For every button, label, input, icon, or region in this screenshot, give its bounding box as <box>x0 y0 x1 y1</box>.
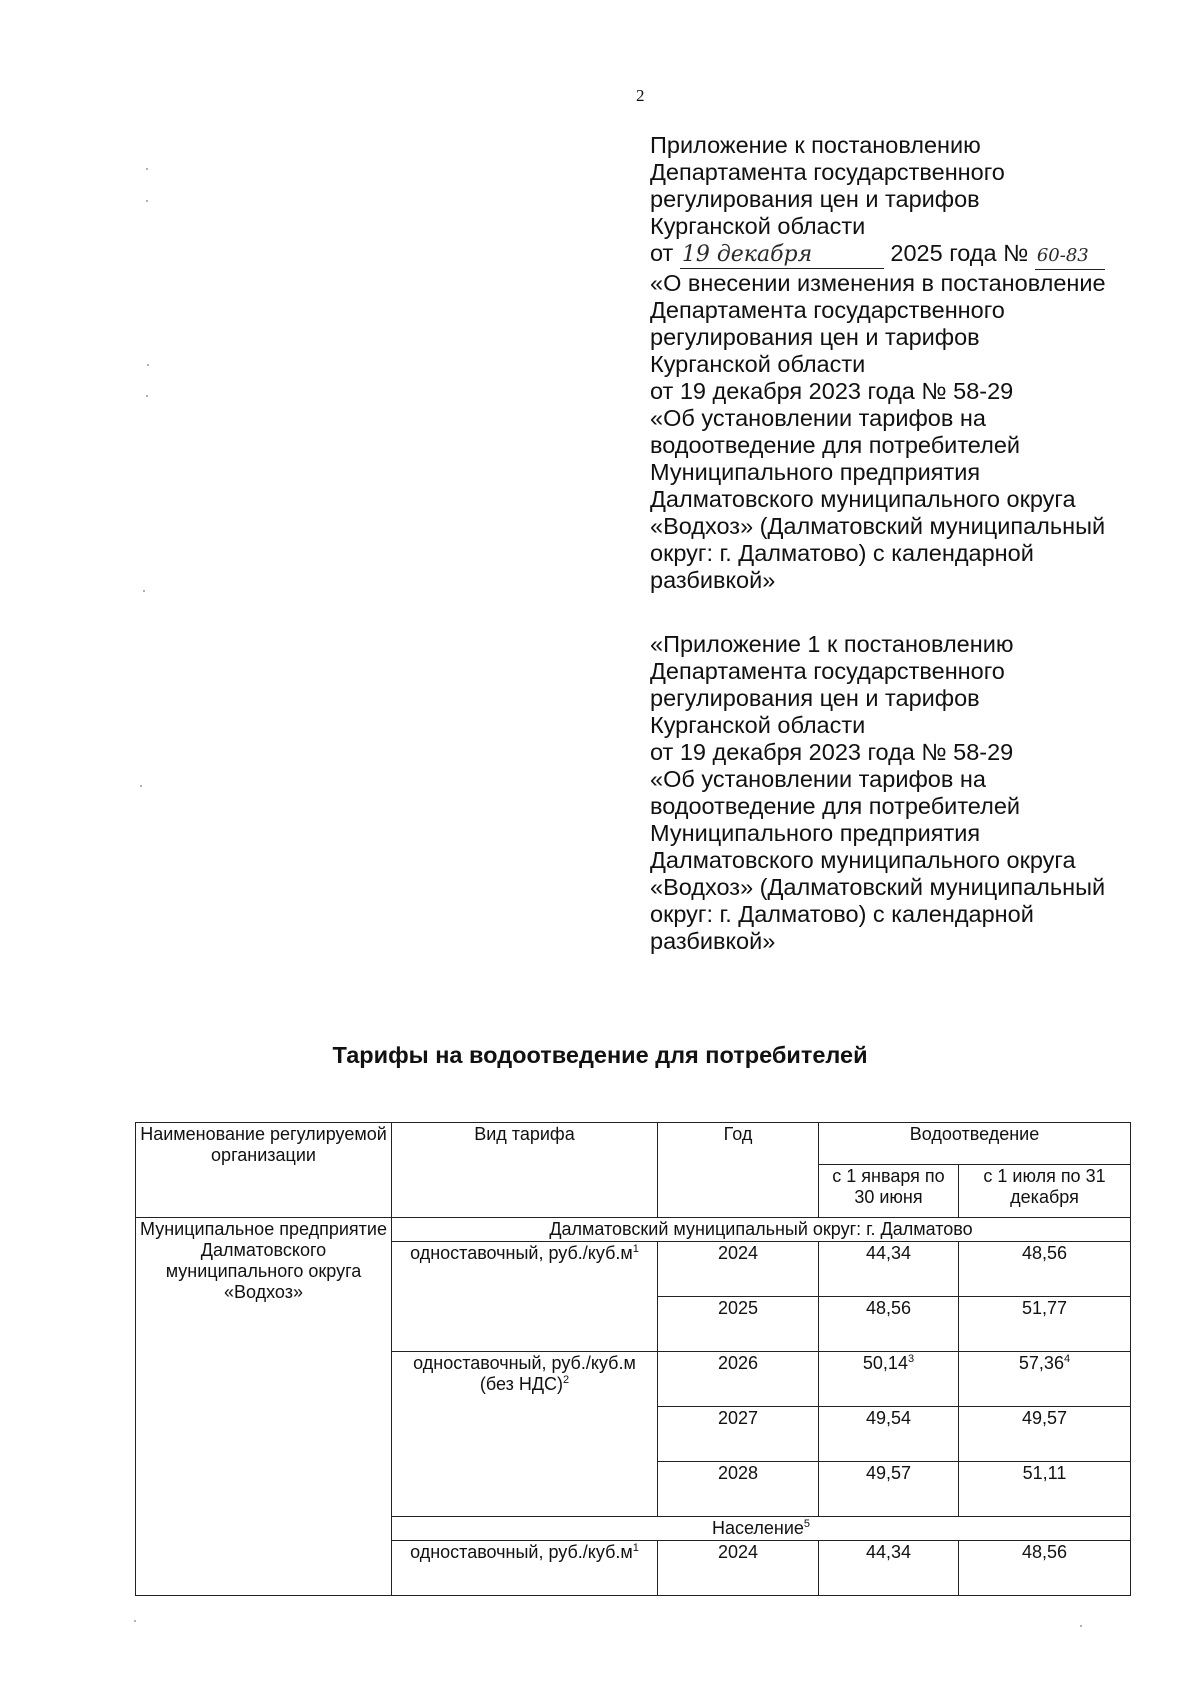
annex-title-line: регулирования цен и тарифов <box>650 324 980 350</box>
footnote-mark: 5 <box>803 1518 811 1530</box>
annex-line: Приложение к постановлению <box>650 132 981 158</box>
header-year: Год <box>658 1123 819 1218</box>
date-suffix: 2025 года № <box>890 240 1029 266</box>
handwritten-number: 60-83 <box>1035 242 1105 270</box>
scan-speck <box>1080 1625 1082 1627</box>
annex-line: «Приложение 1 к постановлению <box>650 631 1014 657</box>
scan-speck <box>140 785 142 787</box>
value-period-1: 44,34 <box>819 1541 959 1596</box>
year-cell: 2027 <box>658 1407 819 1462</box>
value-text: 57,36 <box>1018 1353 1064 1373</box>
annex-line: «Водхоз» (Далматовский муниципальный <box>650 874 1106 900</box>
date-prefix: от <box>650 240 674 266</box>
annex-line: Департамента государственного <box>650 159 1005 185</box>
value-period-1: 49,57 <box>819 1462 959 1517</box>
scan-speck <box>146 168 148 170</box>
annex-line: округ: г. Далматово) с календарной <box>650 901 1034 927</box>
annex-date-line <box>650 240 1170 270</box>
tariff-table <box>135 1122 1131 1596</box>
footnote-mark: 2 <box>563 1374 570 1386</box>
section-text: Население <box>711 1518 804 1538</box>
header-org: Наименование регулируемой организации <box>136 1123 392 1218</box>
footnote-mark: 1 <box>632 1243 639 1255</box>
value-text: 50,14 <box>862 1353 908 1373</box>
annex-line: Муниципального предприятия <box>650 820 981 846</box>
header-period-2: с 1 июля по 31 декабря <box>959 1165 1131 1218</box>
annex-line: «Об установлении тарифов на <box>650 766 986 792</box>
annex-title-line: разбивкой» <box>650 567 776 593</box>
value-period-2: 51,11 <box>959 1462 1131 1517</box>
annex-line: регулирования цен и тарифов <box>650 685 980 711</box>
annex-line: Курганской области <box>650 213 866 239</box>
footnote-mark: 3 <box>907 1353 915 1365</box>
annex-header <box>650 132 1170 594</box>
annex-title-line: Курганской области <box>650 351 866 377</box>
tariff-type-cell <box>392 1242 658 1352</box>
annex-line: регулирования цен и тарифов <box>650 186 980 212</box>
value-period-1 <box>819 1352 959 1407</box>
scan-speck <box>134 1620 136 1622</box>
value-period-2: 49,57 <box>959 1407 1131 1462</box>
value-period-1: 48,56 <box>819 1297 959 1352</box>
annex-title-line: Далматовского муниципального округа <box>650 486 1076 512</box>
value-period-2: 48,56 <box>959 1541 1131 1596</box>
annex-line: от 19 декабря 2023 года № 58-29 <box>650 739 1014 765</box>
value-period-2 <box>959 1352 1131 1407</box>
tariff-text: одноставочный, руб./куб.м <box>410 1243 633 1263</box>
document-title: Тарифы на водоотведение для потребителей <box>332 1042 868 1068</box>
footnote-mark: 4 <box>1063 1353 1071 1365</box>
annex-title-line: Департамента государственного <box>650 297 1005 323</box>
tariff-type-cell <box>392 1541 658 1596</box>
annex-title-line: «Об установлении тарифов на <box>650 405 986 431</box>
org-name-cell: Муниципальное предприятие Далматовского муниципального округа «Водхоз» <box>136 1218 392 1596</box>
scan-speck <box>143 590 145 592</box>
section-population <box>392 1517 1131 1541</box>
value-period-2: 51,77 <box>959 1297 1131 1352</box>
year-cell: 2026 <box>658 1352 819 1407</box>
annex-line: водоотведение для потребителей <box>650 793 1021 819</box>
table-header-row <box>136 1123 1131 1165</box>
annex-1-reference <box>650 631 1170 955</box>
handwritten-date: 19 декабря <box>680 241 884 269</box>
annex-line: Департамента государственного <box>650 658 1005 684</box>
year-cell: 2024 <box>658 1242 819 1297</box>
annex-title-line: округ: г. Далматово) с календарной <box>650 540 1034 566</box>
tariff-type-cell <box>392 1352 658 1517</box>
scan-speck <box>146 200 148 202</box>
scan-speck <box>146 395 148 397</box>
annex-line: Курганской области <box>650 712 866 738</box>
header-period-1: с 1 января по 30 июня <box>819 1165 959 1218</box>
year-cell: 2024 <box>658 1541 819 1596</box>
tariff-text: одноставочный, руб./куб.м <box>410 1542 633 1562</box>
header-service: Водоотведение <box>819 1123 1131 1165</box>
header-tariff-type: Вид тарифа <box>392 1123 658 1218</box>
annex-title-line: водоотведение для потребителей <box>650 432 1021 458</box>
annex-line: разбивкой» <box>650 928 776 954</box>
table-section-row <box>136 1218 1131 1242</box>
value-period-1: 49,54 <box>819 1407 959 1462</box>
section-municipality: Далматовский муниципальный округ: г. Далматово <box>392 1218 1131 1242</box>
annex-title-line: от 19 декабря 2023 года № 58-29 <box>650 378 1014 404</box>
year-cell: 2028 <box>658 1462 819 1517</box>
year-cell: 2025 <box>658 1297 819 1352</box>
annex-line: Далматовского муниципального округа <box>650 847 1076 873</box>
footnote-mark: 1 <box>632 1542 639 1554</box>
annex-title-line: Муниципального предприятия <box>650 459 981 485</box>
tariff-text: одноставочный, руб./куб.м (без НДС) <box>413 1353 636 1394</box>
page-number: 2 <box>636 86 645 105</box>
scan-speck <box>147 364 149 366</box>
annex-title-line: «О внесении изменения в постановление <box>650 270 1106 296</box>
value-period-1: 44,34 <box>819 1242 959 1297</box>
annex-title-line: «Водхоз» (Далматовский муниципальный <box>650 513 1106 539</box>
value-period-2: 48,56 <box>959 1242 1131 1297</box>
